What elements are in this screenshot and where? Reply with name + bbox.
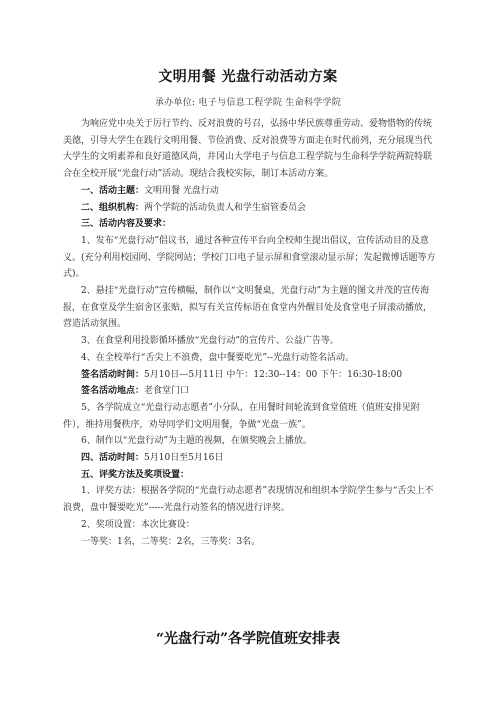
sign-place-label: 签名活动地点： [81, 386, 145, 397]
section-theme-label: 一、活动主题： [81, 185, 145, 196]
sign-place-value: 老食堂门口 [144, 386, 190, 397]
section-theme-value: 文明用餐 光盘行动 [144, 185, 219, 196]
annex-table-title: “光盘行动”各学院值班安排表 [155, 631, 341, 647]
content-item-5: 5、各学院成立“光盘行动志愿者”小分队，在用餐时间轮流到食堂值班（值班安排见附件），维持用餐秩序，劝导同学们文明用餐，争做“光盘一族”。 [63, 402, 420, 430]
section-organization-value: 两个学院的活动负责人和学生宿管委员会 [144, 202, 307, 213]
sign-time-line [63, 367, 438, 384]
content-item-2: 2、悬挂“光盘行动”宣传横幅，制作以“文明餐桌，光盘行动”为主题的图文并茂的宣传海报，在食堂及学生宿舍区张贴，拟写有关宣传标语在食堂内外醒目处及食堂电子屏滚动播放，营造活动氛围。 [63, 286, 433, 330]
section-time-value: 5月10日至5月16日 [144, 453, 224, 464]
content-item-6: 6、制作以“光盘行动”为主题的视频，在颁奖晚会上播放。 [81, 436, 312, 447]
award-method: 1、评奖方法：根据各学院的“光盘行动志愿者”表现情况和组织本学院学生参与“舌尖上不浪费，盘中餐要吃光”-----光盘行动签名的情况进行评奖。 [63, 486, 434, 514]
section-content-heading: 三、活动内容及要求： [81, 219, 172, 230]
section-time [63, 450, 438, 467]
content-item-4: 4、在全校举行“舌尖上不浪费，盘中餐要吃光”--光盘行动签名活动。 [81, 352, 355, 363]
section-organization [63, 200, 438, 217]
sign-time-label: 签名活动时间： [81, 369, 145, 380]
award-counts: 一等奖：1名，二等奖：2名，三等奖：3名。 [81, 536, 261, 547]
section-theme [63, 183, 438, 200]
document-title: 文明用餐 光盘行动活动方案 [158, 69, 338, 85]
organizer-line: 承办单位: 电子与信息工程学院 生命科学学院 [154, 98, 342, 108]
intro-paragraph: 为响应党中央关于厉行节约、反对浪费的号召，弘扬中华民族尊重劳动、爱物惜物的传统美德，引导大学生在践行文明用餐、节俭消费、反对浪费等方面走在时代前列，充分展现当代大学生的文明素养和良好道德风尚，井冈山大学电子与信息工程学院与生命科学学院两院特联合在全校开展“光盘行动”活动。现结合我校实际，制订本活动方案。 [63, 119, 433, 180]
content-item-3: 3、在食堂利用投影循环播放“光盘行动”的宣传片、公益广告等。 [81, 336, 339, 347]
sign-time-value: 5月10日---5月11日 中午：12:30--14：00 下午：16:30-18:00 [144, 369, 403, 380]
sign-place-line [63, 383, 438, 400]
section-awards-heading: 五、评奖方法及奖项设置： [81, 469, 190, 480]
section-time-label: 四、活动时间： [81, 453, 145, 464]
content-item-1: 1、发布“光盘行动”倡议书，通过各种宣传平台向全校师生提出倡议，宣传活动目的及意义。(充分利用校园网、学院网站；学校门口电子显示屏和食堂滚动显示屏；发起微博话题等方式)。 [63, 235, 436, 280]
award-settings: 2、奖项设置：本次比赛设： [81, 519, 195, 530]
section-organization-label: 二、组织机构： [81, 202, 145, 213]
document-body [63, 116, 438, 550]
